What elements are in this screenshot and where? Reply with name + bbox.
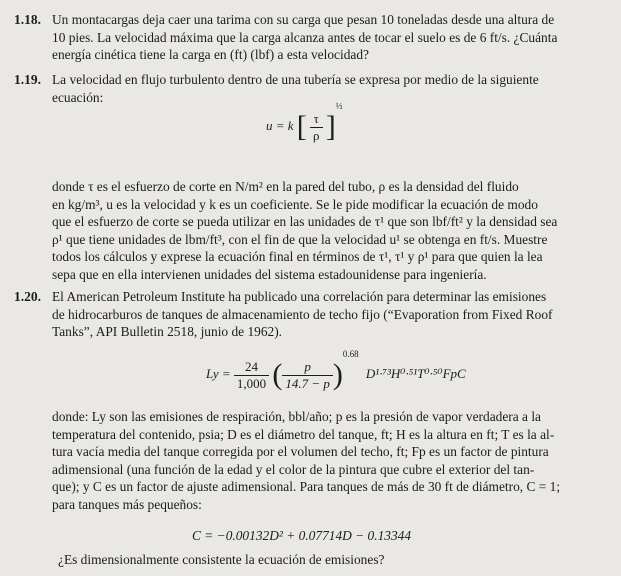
text-line: ecuación: xyxy=(52,89,104,105)
equation-exponent: ½ xyxy=(335,100,343,111)
text-line: tura vacía media del tanque corregida por el volumen del techo, ft; Fp es un factor de pintura xyxy=(52,444,549,460)
problem-1-19-body xyxy=(52,178,612,284)
right-bracket: ] xyxy=(325,110,336,143)
equation-text: C = −0.00132D² + 0.07714D − 0.13344 xyxy=(192,528,412,543)
text-line: ρ¹ que tiene unidades de lbm/ft³, con el fin de que la velocidad u¹ se obtenga en ft/s. Muestre xyxy=(52,231,548,247)
pressure-exponent: 0.68 xyxy=(342,348,359,359)
text-line: en kg/m³, u es la velocidad y k es un coeficiente. Se le pide modificar la ecuación de modo xyxy=(52,196,538,212)
problem-1-20-question xyxy=(58,551,618,569)
emissions-equation xyxy=(206,348,466,392)
text-line: que); y C es un factor de ajuste adimensional. Para tanques de más de 30 ft de diámetro, C = 1; xyxy=(52,479,561,495)
text-line: 10 pies. La velocidad máxima que la carga alcanza antes de tocar el suelo es de 6 ft/s. ¿Cuánta xyxy=(52,29,558,45)
text-line: El American Petroleum Institute ha publicado una correlación para determinar las emisiones xyxy=(52,289,547,304)
text-line: Tanks”, API Bulletin 2518, junio de 1962). xyxy=(52,324,283,340)
right-paren: ) xyxy=(332,358,343,391)
text-line: todos los cálculos y exprese la ecuación final en términos de τ¹, τ¹ y ρ¹ para que quien la lea xyxy=(52,249,543,265)
text-line: de hidrocarburos de tanques de almacenamiento de techo fijo (“Evaporation from Fixed Roof xyxy=(52,306,553,322)
text-line: energía cinética tiene la carga en (ft) (lbf) a esta velocidad? xyxy=(52,47,369,63)
text-line: que el esfuerzo de corte se pueda utilizar en las unidades de τ¹ que son lbf/ft² y la densidad sea xyxy=(52,214,558,230)
problem-number: 1.19. xyxy=(14,72,41,87)
problem-text xyxy=(52,288,612,341)
text-line: temperatura del contenido, psia; D es el diámetro del tanque, ft; H es la altura en ft; T es la al- xyxy=(52,426,555,442)
left-bracket: [ xyxy=(296,110,307,143)
velocity-equation xyxy=(266,100,343,144)
text-line: donde τ es el esfuerzo de corte en N/m² en la pared del tubo, ρ es la densidad del fluido xyxy=(52,179,519,194)
problem-text xyxy=(52,71,612,106)
fraction-numerator: 24 xyxy=(234,359,269,376)
text-line: ¿Es dimensionalmente consistente la ecuación de emisiones? xyxy=(58,552,385,567)
text-line: Un montacargas deja caer una tarima con su carga que pesan 10 toneladas desde una altura de xyxy=(52,12,555,27)
fraction-numerator: p xyxy=(282,359,333,376)
pressure-fraction xyxy=(282,359,333,392)
equation-rest: D¹·⁷³H⁰·⁵¹T⁰·⁵⁰FpC xyxy=(365,365,466,381)
fraction-denominator: ρ xyxy=(313,127,320,143)
correction-equation xyxy=(192,528,411,544)
fraction-denominator: 1,000 xyxy=(236,375,267,391)
left-paren: ( xyxy=(272,358,283,391)
constant-fraction xyxy=(234,359,269,392)
problem-number: 1.18. xyxy=(14,12,41,27)
text-line: La velocidad en flujo turbulento dentro de una tubería se expresa por medio de la siguiente xyxy=(52,72,539,87)
text-line: sepa que en ella intervienen unidades del sistema estadounidense para ingeniería. xyxy=(52,266,487,282)
text-line: para tanques más pequeños: xyxy=(52,496,202,512)
problem-number: 1.20. xyxy=(14,289,41,304)
problem-1-20-body xyxy=(52,408,612,514)
problem-text xyxy=(52,11,612,64)
equation-lhs: u = k xyxy=(266,117,294,133)
fraction-numerator: τ xyxy=(310,111,323,128)
equation-lhs: Ly = xyxy=(206,365,231,381)
tau-over-rho xyxy=(310,111,323,144)
text-line: donde: Ly son las emisiones de respiración, bbl/año; p es la presión de vapor verdadera a la xyxy=(52,409,541,424)
text-line: adimensional (una función de la edad y el color de la pintura que cubre el exterior del tan- xyxy=(52,461,535,477)
fraction-denominator: 14.7 − p xyxy=(285,375,330,391)
